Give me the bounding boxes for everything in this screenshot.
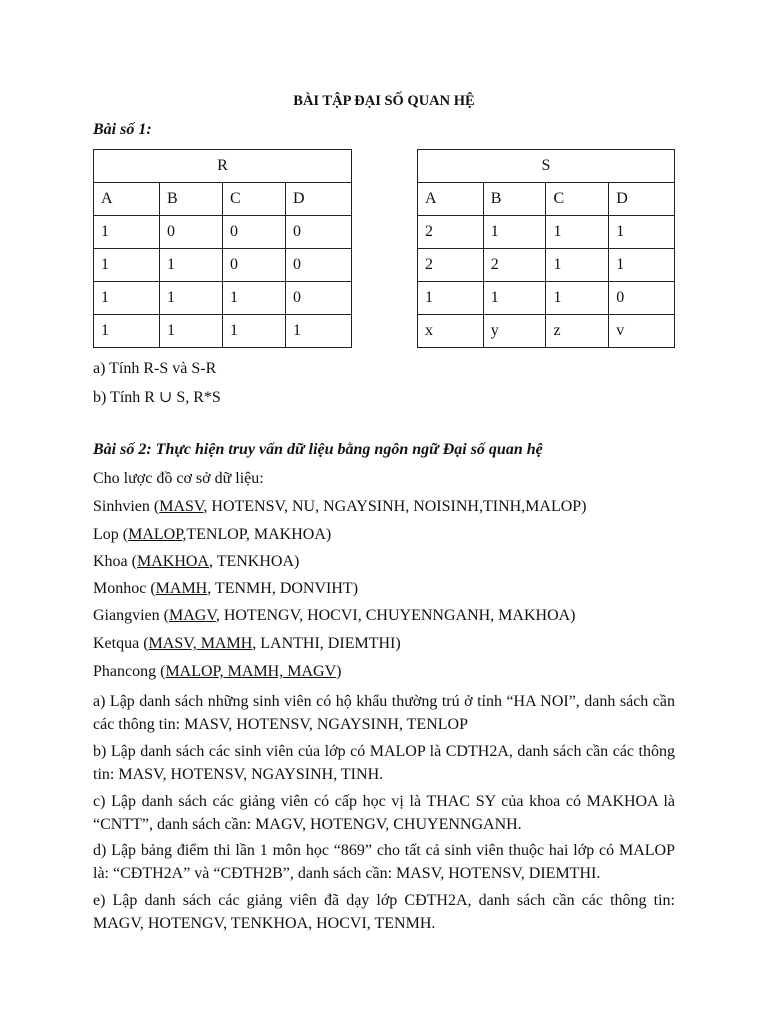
primary-key: MAMH — [155, 580, 208, 597]
schema-attributes: , HOTENSV, NU, NGAYSINH, NOISINH,TINH,MALOP) — [203, 498, 587, 515]
table-cell: 1 — [609, 216, 675, 249]
table-header-cell: A — [94, 183, 160, 216]
table-cell: 1 — [222, 315, 285, 348]
schema-monhoc: Monhoc (MAMH, TENMH, DONVIHT) — [93, 580, 359, 597]
exercise-2-question-c: c) Lập danh sách các giảng viên có cấp học vị là THAC SY của khoa có MAKHOA là “CNTT”, danh sách cần: MAGV, HOTENGV, CHUYENNGANH. — [93, 793, 675, 833]
exercise-2-question-a: a) Lập danh sách những sinh viên có hộ khẩu thường trú ở tỉnh “HA NOI”, danh sách cần các thông tin: MASV, HOTENSV, NGAYSINH, TENLOP — [93, 693, 675, 733]
schema-attributes: , TENMH, DONVIHT) — [207, 580, 359, 597]
table-cell: 1 — [285, 315, 351, 348]
table-cell: 0 — [609, 282, 675, 315]
schema-lop: Lop (MALOP,TENLOP, MAKHOA) — [93, 526, 332, 543]
table-cell: 1 — [546, 249, 609, 282]
schema-name: Monhoc — [93, 580, 147, 597]
table-cell: 1 — [609, 249, 675, 282]
schema-attributes: , HOTENGV, HOCVI, CHUYENNGANH, MAKHOA) — [215, 607, 576, 624]
table-cell: 2 — [418, 249, 484, 282]
table-header-cell: D — [609, 183, 675, 216]
table-cell: 0 — [285, 249, 351, 282]
relation-r-name: R — [94, 150, 352, 183]
table-row — [418, 249, 675, 282]
schema-intro: Cho lược đồ cơ sở dữ liệu: — [93, 470, 264, 487]
schema-name: Sinhvien — [93, 498, 150, 515]
exercise-2-question-b: b) Lập danh sách các sinh viên của lớp có MALOP là CDTH2A, danh sách cần các thông tin: MASV, HOTENSV, NGAYSINH, TINH. — [93, 743, 675, 783]
table-header-cell: C — [546, 183, 609, 216]
schema-phancong: Phancong (MALOP, MAMH, MAGV) — [93, 663, 342, 680]
schema-attributes: , TENKHOA) — [208, 553, 300, 570]
relation-s-name: S — [418, 150, 675, 183]
schema-giangvien: Giangvien (MAGV, HOTENGV, HOCVI, CHUYENNGANH, MAKHOA) — [93, 607, 576, 624]
table-cell: 1 — [418, 282, 484, 315]
schema-name: Ketqua — [93, 635, 140, 652]
table-row — [418, 315, 675, 348]
schema-ketqua: Ketqua (MASV, MAMH, LANTHI, DIEMTHI) — [93, 635, 401, 652]
table-cell: 1 — [483, 282, 546, 315]
table-header-cell: C — [222, 183, 285, 216]
table-row — [94, 315, 352, 348]
schema-attributes: , LANTHI, DIEMTHI) — [252, 635, 401, 652]
table-cell: 1 — [546, 282, 609, 315]
table-cell: 0 — [285, 216, 351, 249]
table-cell: y — [483, 315, 546, 348]
relation-s-table — [417, 149, 675, 348]
table-cell: z — [546, 315, 609, 348]
exercise-2-question-e: e) Lập danh sách các giảng viên đã dạy lớp CĐTH2A, danh sách cần các thông tin: MAGV, HOTENGV, TENKHOA, HOCVI, TENMH. — [93, 892, 675, 932]
table-header-cell: B — [483, 183, 546, 216]
exercise-1-heading: Bài số 1: — [93, 121, 152, 138]
table-cell: 2 — [483, 249, 546, 282]
table-cell: 0 — [160, 216, 223, 249]
exercise-2-question-d: d) Lập bảng điểm thi lần 1 môn học “869” cho tất cả sinh viên thuộc hai lớp có MALOP là: “CĐTH2A” và “CĐTH2B”, danh sách cần: MASV, HOTENSV, DIEMTHI. — [93, 842, 675, 882]
schema-name: Giangvien — [93, 607, 160, 624]
primary-key: MASV, MAMH — [148, 635, 253, 652]
table-cell: 1 — [546, 216, 609, 249]
table-cell: 0 — [222, 249, 285, 282]
exercise-2-heading: Bài số 2: Thực hiện truy vấn dữ liệu bằng ngôn ngữ Đại số quan hệ — [93, 441, 543, 458]
exercise-1-question-b: b) Tính R ∪ S, R*S — [93, 389, 221, 406]
table-cell: 2 — [418, 216, 484, 249]
table-header-cell: D — [285, 183, 351, 216]
table-row — [94, 282, 352, 315]
schema-name: Phancong — [93, 663, 157, 680]
table-cell: 1 — [160, 282, 223, 315]
table-cell: 1 — [94, 315, 160, 348]
schema-name: Khoa — [93, 553, 128, 570]
schema-sinhvien: Sinhvien (MASV, HOTENSV, NU, NGAYSINH, NOISINH,TINH,MALOP) — [93, 498, 587, 515]
table-cell: 0 — [222, 216, 285, 249]
primary-key: MASV — [159, 498, 204, 515]
table-cell: 1 — [94, 216, 160, 249]
schema-attributes: ,TENLOP, MAKHOA) — [182, 526, 332, 543]
table-cell: 1 — [160, 315, 223, 348]
table-header-cell: A — [418, 183, 484, 216]
table-row — [94, 216, 352, 249]
table-row — [94, 249, 352, 282]
table-header-cell: B — [160, 183, 223, 216]
table-cell: 1 — [94, 249, 160, 282]
table-row — [418, 216, 675, 249]
table-row — [418, 282, 675, 315]
table-cell: 1 — [483, 216, 546, 249]
primary-key: MALOP — [128, 526, 183, 543]
schema-khoa: Khoa (MAKHOA, TENKHOA) — [93, 553, 300, 570]
relation-r-table — [93, 149, 352, 348]
schema-name: Lop — [93, 526, 119, 543]
table-cell: v — [609, 315, 675, 348]
table-cell: x — [418, 315, 484, 348]
schema-attributes: ) — [336, 663, 342, 680]
table-cell: 1 — [222, 282, 285, 315]
table-cell: 1 — [94, 282, 160, 315]
table-cell: 0 — [285, 282, 351, 315]
page-title: BÀI TẬP ĐẠI SỐ QUAN HỆ — [293, 93, 475, 109]
table-cell: 1 — [160, 249, 223, 282]
primary-key: MAKHOA — [136, 553, 209, 570]
primary-key: MAGV — [168, 607, 216, 624]
exercise-1-question-a: a) Tính R-S và S-R — [93, 360, 217, 377]
primary-key: MALOP, MAMH, MAGV — [165, 663, 337, 680]
